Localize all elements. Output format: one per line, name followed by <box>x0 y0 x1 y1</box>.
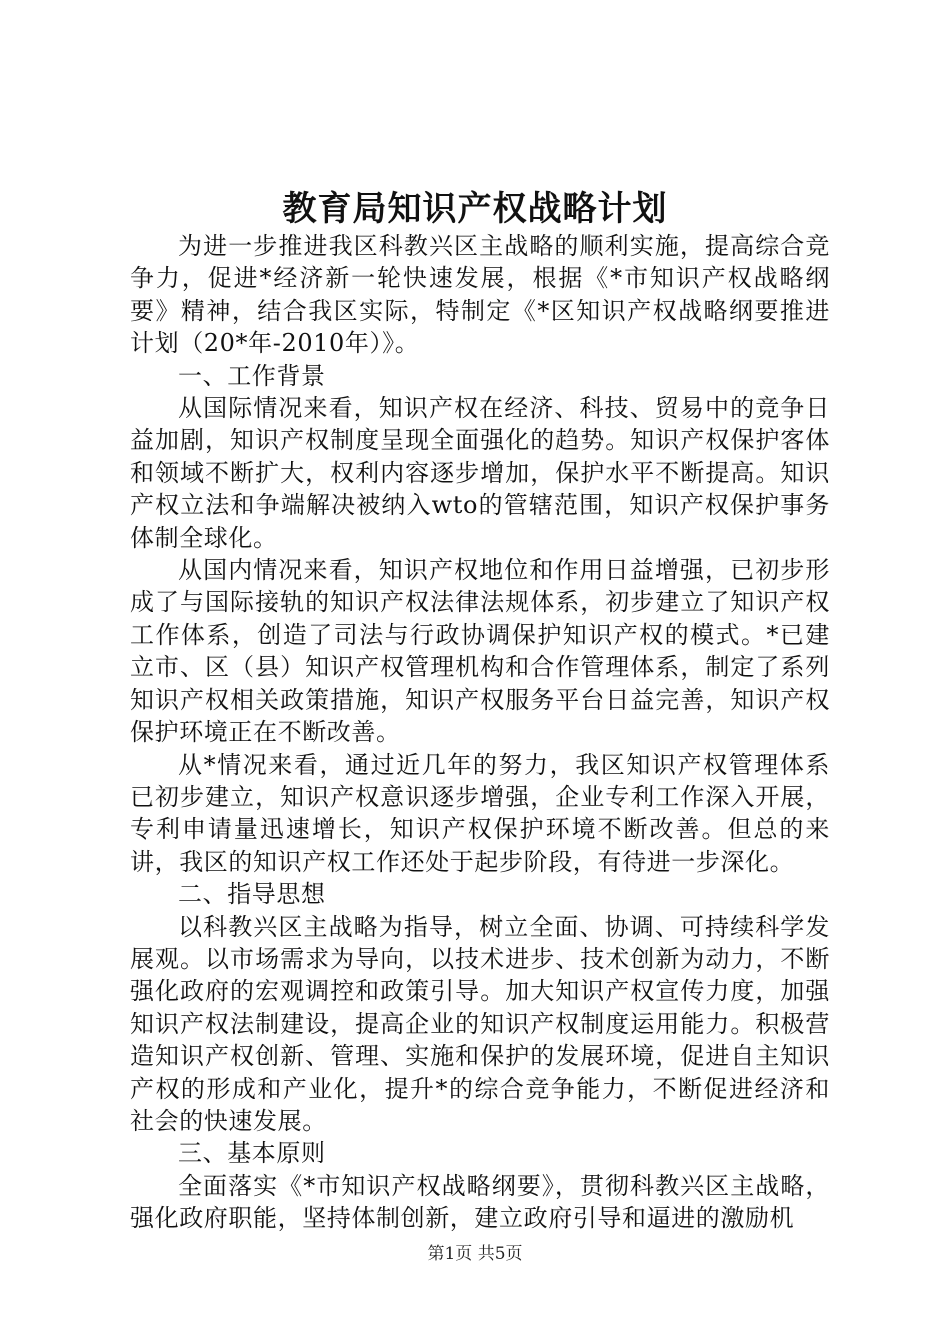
paragraph-international: 从国际情况来看，知识产权在经济、科技、贸易中的竞争日益加剧，知识产权制度呈现全面强化的趋势。知识产权保护客体和领域不断扩大，权利内容逐步增加，保护水平不断提高。知识产权立法和争端解决被纳入wto的管辖范围，知识产权保护事务体制全球化。 <box>130 394 830 552</box>
section-heading-guiding-ideology: 二、指导思想 <box>178 880 326 909</box>
section-heading-basic-principles: 三、基本原则 <box>178 1139 326 1168</box>
document-body <box>130 230 830 1235</box>
paragraph-intro: 为进一步推进我区科教兴区主战略的顺利实施，提高综合竞争力，促进*经济新一轮快速发展，根据《*市知识产权战略纲要》精神，结合我区实际，特制定《*区知识产权战略纲要推进计划（20*年-2010年）》。 <box>130 232 830 358</box>
page-footer: 第1页 共5页 <box>427 1244 523 1264</box>
document-title: 教育局知识产权战略计划 <box>282 189 668 229</box>
section-heading-background: 一、工作背景 <box>178 361 326 390</box>
paragraph-basic-principles: 全面落实《*市知识产权战略纲要》，贯彻科教兴区主战略，强化政府职能，坚持体制创新，建立政府引导和逼进的激励机 <box>130 1171 830 1233</box>
paragraph-local: 从*情况来看，通过近几年的努力，我区知识产权管理体系已初步建立，知识产权意识逐步增强，企业专利工作深入开展，专利申请量迅速增长，知识产权保护环境不断改善。但总的来讲，我区的知识产权工作还处于起步阶段，有待进一步深化。 <box>130 750 830 876</box>
paragraph-guiding-ideology: 以科教兴区主战略为指导，树立全面、协调、可持续科学发展观。以市场需求为导向，以技术进步、技术创新为动力，不断强化政府的宏观调控和政策引导。加大知识产权宣传力度，加强知识产权法制建设，提高企业的知识产权制度运用能力。积极营造知识产权创新、管理、实施和保护的发展环境，促进自主知识产权的形成和产业化，提升*的综合竞争能力，不断促进经济和社会的快速发展。 <box>130 912 830 1135</box>
paragraph-domestic: 从国内情况来看，知识产权地位和作用日益增强，已初步形成了与国际接轨的知识产权法律法规体系，初步建立了知识产权工作体系，创造了司法与行政协调保护知识产权的模式。*已建立市、区（县）知识产权管理机构和合作管理体系，制定了系列知识产权相关政策措施，知识产权服务平台日益完善，知识产权保护环境正在不断改善。 <box>130 556 830 747</box>
